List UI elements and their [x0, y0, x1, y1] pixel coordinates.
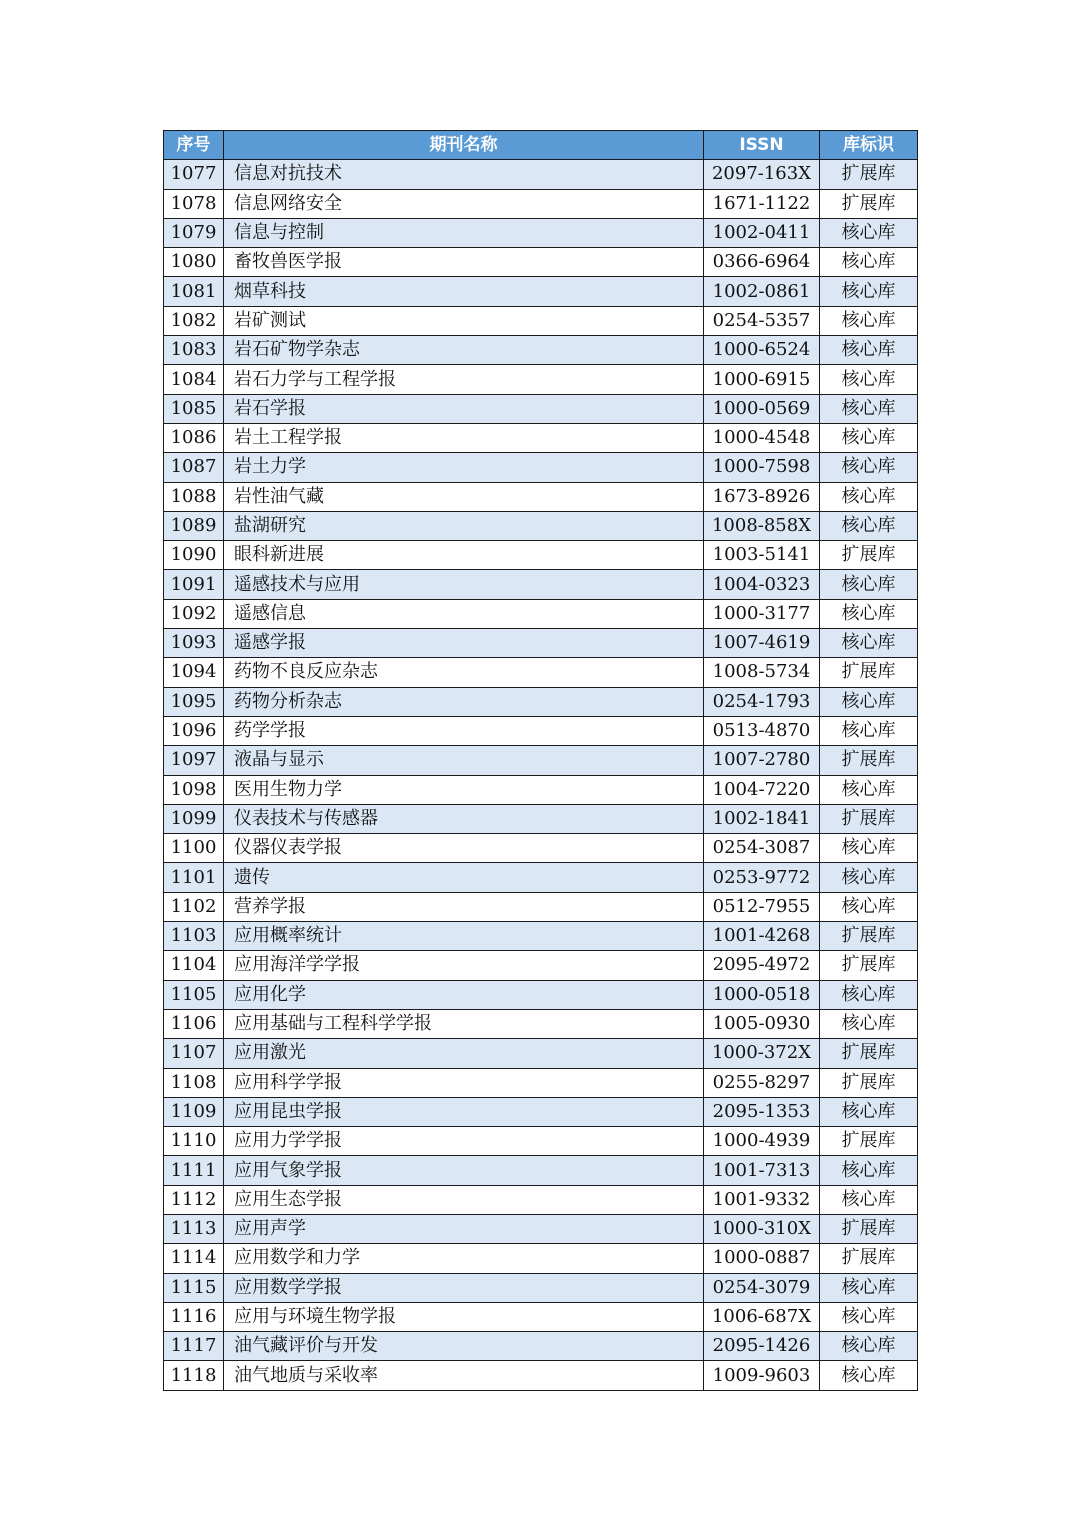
cell-serial-no: 1083 — [164, 336, 224, 365]
table-row — [164, 511, 918, 540]
cell-library-tag: 核心库 — [820, 482, 918, 511]
cell-issn: 1007-2780 — [704, 746, 820, 775]
cell-journal-name: 信息对抗技术 — [224, 160, 704, 189]
table-row — [164, 687, 918, 716]
cell-library-tag: 核心库 — [820, 892, 918, 921]
cell-issn: 1000-310X — [704, 1214, 820, 1243]
cell-journal-name: 岩土工程学报 — [224, 423, 704, 452]
cell-journal-name: 药学学报 — [224, 716, 704, 745]
table-row — [164, 423, 918, 452]
cell-serial-no: 1080 — [164, 248, 224, 277]
table-row — [164, 1361, 918, 1390]
cell-issn: 0254-5357 — [704, 306, 820, 335]
cell-journal-name: 烟草科技 — [224, 277, 704, 306]
cell-issn: 1007-4619 — [704, 629, 820, 658]
cell-issn: 1000-6915 — [704, 365, 820, 394]
cell-journal-name: 应用数学学报 — [224, 1273, 704, 1302]
cell-serial-no: 1102 — [164, 892, 224, 921]
cell-journal-name: 应用数学和力学 — [224, 1244, 704, 1273]
cell-library-tag: 核心库 — [820, 365, 918, 394]
cell-journal-name: 应用声学 — [224, 1214, 704, 1243]
cell-serial-no: 1111 — [164, 1156, 224, 1185]
cell-journal-name: 岩石学报 — [224, 394, 704, 423]
cell-library-tag: 核心库 — [820, 1097, 918, 1126]
table-row — [164, 453, 918, 482]
cell-journal-name: 盐湖研究 — [224, 511, 704, 540]
header-journal-name: 期刊名称 — [224, 131, 704, 160]
table-row — [164, 1273, 918, 1302]
table-row — [164, 189, 918, 218]
cell-issn: 1002-0861 — [704, 277, 820, 306]
header-issn: ISSN — [704, 131, 820, 160]
cell-library-tag: 核心库 — [820, 775, 918, 804]
cell-issn: 1673-8926 — [704, 482, 820, 511]
cell-journal-name: 应用海洋学学报 — [224, 951, 704, 980]
cell-journal-name: 应用概率统计 — [224, 922, 704, 951]
cell-issn: 2097-163X — [704, 160, 820, 189]
cell-library-tag: 核心库 — [820, 511, 918, 540]
cell-issn: 1671-1122 — [704, 189, 820, 218]
cell-issn: 1000-4548 — [704, 423, 820, 452]
cell-library-tag: 核心库 — [820, 336, 918, 365]
cell-library-tag: 扩展库 — [820, 922, 918, 951]
cell-serial-no: 1085 — [164, 394, 224, 423]
table-row — [164, 248, 918, 277]
table-row — [164, 863, 918, 892]
cell-journal-name: 信息网络安全 — [224, 189, 704, 218]
cell-library-tag: 核心库 — [820, 599, 918, 628]
cell-journal-name: 遥感技术与应用 — [224, 570, 704, 599]
cell-library-tag: 核心库 — [820, 1273, 918, 1302]
cell-issn: 2095-1353 — [704, 1097, 820, 1126]
cell-serial-no: 1084 — [164, 365, 224, 394]
table-row — [164, 716, 918, 745]
cell-serial-no: 1115 — [164, 1273, 224, 1302]
table-row — [164, 1185, 918, 1214]
cell-journal-name: 眼科新进展 — [224, 541, 704, 570]
cell-issn: 0254-3079 — [704, 1273, 820, 1302]
cell-issn: 0512-7955 — [704, 892, 820, 921]
cell-issn: 0513-4870 — [704, 716, 820, 745]
cell-serial-no: 1092 — [164, 599, 224, 628]
table-header-row — [164, 131, 918, 160]
cell-serial-no: 1097 — [164, 746, 224, 775]
table-row — [164, 804, 918, 833]
cell-library-tag: 扩展库 — [820, 189, 918, 218]
table-row — [164, 1156, 918, 1185]
cell-journal-name: 应用科学学报 — [224, 1068, 704, 1097]
cell-serial-no: 1082 — [164, 306, 224, 335]
cell-issn: 1002-1841 — [704, 804, 820, 833]
cell-issn: 1004-0323 — [704, 570, 820, 599]
cell-library-tag: 扩展库 — [820, 1214, 918, 1243]
cell-journal-name: 医用生物力学 — [224, 775, 704, 804]
cell-library-tag: 核心库 — [820, 1361, 918, 1390]
table-row — [164, 658, 918, 687]
cell-issn: 1000-7598 — [704, 453, 820, 482]
cell-issn: 1005-0930 — [704, 1009, 820, 1038]
cell-journal-name: 仪表技术与传感器 — [224, 804, 704, 833]
cell-issn: 2095-4972 — [704, 951, 820, 980]
cell-library-tag: 核心库 — [820, 1185, 918, 1214]
cell-library-tag: 核心库 — [820, 394, 918, 423]
cell-journal-name: 应用昆虫学报 — [224, 1097, 704, 1126]
cell-serial-no: 1088 — [164, 482, 224, 511]
cell-library-tag: 扩展库 — [820, 746, 918, 775]
table-row — [164, 629, 918, 658]
cell-library-tag: 核心库 — [820, 1332, 918, 1361]
table-row — [164, 599, 918, 628]
cell-journal-name: 营养学报 — [224, 892, 704, 921]
table-row — [164, 1068, 918, 1097]
cell-issn: 1000-0887 — [704, 1244, 820, 1273]
table-row — [164, 1214, 918, 1243]
cell-serial-no: 1104 — [164, 951, 224, 980]
cell-journal-name: 药物分析杂志 — [224, 687, 704, 716]
cell-journal-name: 液晶与显示 — [224, 746, 704, 775]
cell-library-tag: 核心库 — [820, 863, 918, 892]
cell-issn: 1008-858X — [704, 511, 820, 540]
cell-library-tag: 核心库 — [820, 980, 918, 1009]
cell-library-tag: 核心库 — [820, 453, 918, 482]
cell-issn: 1000-0569 — [704, 394, 820, 423]
cell-journal-name: 药物不良反应杂志 — [224, 658, 704, 687]
cell-serial-no: 1093 — [164, 629, 224, 658]
cell-journal-name: 仪器仪表学报 — [224, 834, 704, 863]
cell-library-tag: 核心库 — [820, 1156, 918, 1185]
table-row — [164, 1244, 918, 1273]
cell-issn: 1009-9603 — [704, 1361, 820, 1390]
cell-library-tag: 核心库 — [820, 570, 918, 599]
cell-serial-no: 1110 — [164, 1127, 224, 1156]
cell-journal-name: 油气藏评价与开发 — [224, 1332, 704, 1361]
cell-library-tag: 核心库 — [820, 248, 918, 277]
cell-serial-no: 1090 — [164, 541, 224, 570]
cell-issn: 0255-8297 — [704, 1068, 820, 1097]
cell-library-tag: 核心库 — [820, 716, 918, 745]
cell-journal-name: 应用激光 — [224, 1039, 704, 1068]
table-body — [164, 160, 918, 1390]
table-row — [164, 394, 918, 423]
cell-journal-name: 应用化学 — [224, 980, 704, 1009]
table-row — [164, 365, 918, 394]
cell-issn: 1001-4268 — [704, 922, 820, 951]
cell-journal-name: 岩矿测试 — [224, 306, 704, 335]
journal-table — [163, 130, 918, 1391]
cell-serial-no: 1107 — [164, 1039, 224, 1068]
cell-serial-no: 1094 — [164, 658, 224, 687]
cell-library-tag: 核心库 — [820, 834, 918, 863]
cell-journal-name: 遥感学报 — [224, 629, 704, 658]
cell-serial-no: 1101 — [164, 863, 224, 892]
table-row — [164, 218, 918, 247]
cell-journal-name: 岩石矿物学杂志 — [224, 336, 704, 365]
cell-issn: 1001-9332 — [704, 1185, 820, 1214]
cell-serial-no: 1086 — [164, 423, 224, 452]
cell-journal-name: 畜牧兽医学报 — [224, 248, 704, 277]
cell-issn: 0254-3087 — [704, 834, 820, 863]
cell-issn: 1003-5141 — [704, 541, 820, 570]
cell-serial-no: 1116 — [164, 1302, 224, 1331]
table-row — [164, 775, 918, 804]
cell-serial-no: 1105 — [164, 980, 224, 1009]
table-row — [164, 892, 918, 921]
cell-issn: 2095-1426 — [704, 1332, 820, 1361]
table-row — [164, 277, 918, 306]
table-row — [164, 834, 918, 863]
cell-serial-no: 1077 — [164, 160, 224, 189]
table-row — [164, 541, 918, 570]
table-row — [164, 922, 918, 951]
cell-serial-no: 1081 — [164, 277, 224, 306]
cell-serial-no: 1079 — [164, 218, 224, 247]
cell-serial-no: 1109 — [164, 1097, 224, 1126]
cell-serial-no: 1112 — [164, 1185, 224, 1214]
cell-library-tag: 核心库 — [820, 687, 918, 716]
table-row — [164, 570, 918, 599]
cell-serial-no: 1099 — [164, 804, 224, 833]
cell-issn: 1000-4939 — [704, 1127, 820, 1156]
table-row — [164, 980, 918, 1009]
cell-journal-name: 信息与控制 — [224, 218, 704, 247]
cell-issn: 1004-7220 — [704, 775, 820, 804]
cell-issn: 1001-7313 — [704, 1156, 820, 1185]
cell-journal-name: 遥感信息 — [224, 599, 704, 628]
cell-issn: 1002-0411 — [704, 218, 820, 247]
cell-journal-name: 应用与环境生物学报 — [224, 1302, 704, 1331]
cell-serial-no: 1098 — [164, 775, 224, 804]
cell-issn: 1000-372X — [704, 1039, 820, 1068]
cell-library-tag: 扩展库 — [820, 951, 918, 980]
cell-library-tag: 核心库 — [820, 1302, 918, 1331]
table-row — [164, 1127, 918, 1156]
cell-issn: 1000-3177 — [704, 599, 820, 628]
cell-serial-no: 1087 — [164, 453, 224, 482]
cell-serial-no: 1114 — [164, 1244, 224, 1273]
table-row — [164, 1039, 918, 1068]
cell-issn: 1000-0518 — [704, 980, 820, 1009]
cell-library-tag: 扩展库 — [820, 1039, 918, 1068]
cell-journal-name: 遗传 — [224, 863, 704, 892]
cell-library-tag: 扩展库 — [820, 1244, 918, 1273]
cell-library-tag: 扩展库 — [820, 658, 918, 687]
cell-library-tag: 扩展库 — [820, 1127, 918, 1156]
cell-serial-no: 1096 — [164, 716, 224, 745]
table-row — [164, 951, 918, 980]
cell-library-tag: 核心库 — [820, 218, 918, 247]
table-row — [164, 1332, 918, 1361]
cell-journal-name: 岩石力学与工程学报 — [224, 365, 704, 394]
cell-serial-no: 1117 — [164, 1332, 224, 1361]
table-row — [164, 160, 918, 189]
cell-journal-name: 油气地质与采收率 — [224, 1361, 704, 1390]
cell-serial-no: 1078 — [164, 189, 224, 218]
cell-journal-name: 应用力学学报 — [224, 1127, 704, 1156]
table-row — [164, 306, 918, 335]
cell-library-tag: 核心库 — [820, 1009, 918, 1038]
cell-journal-name: 应用基础与工程科学学报 — [224, 1009, 704, 1038]
cell-library-tag: 扩展库 — [820, 804, 918, 833]
header-serial-no: 序号 — [164, 131, 224, 160]
table-row — [164, 336, 918, 365]
cell-issn: 1000-6524 — [704, 336, 820, 365]
cell-serial-no: 1108 — [164, 1068, 224, 1097]
table-row — [164, 746, 918, 775]
cell-journal-name: 岩性油气藏 — [224, 482, 704, 511]
table-row — [164, 1009, 918, 1038]
cell-serial-no: 1118 — [164, 1361, 224, 1390]
cell-journal-name: 应用气象学报 — [224, 1156, 704, 1185]
cell-issn: 1006-687X — [704, 1302, 820, 1331]
table-row — [164, 1302, 918, 1331]
cell-issn: 0253-9772 — [704, 863, 820, 892]
cell-library-tag: 核心库 — [820, 277, 918, 306]
cell-serial-no: 1091 — [164, 570, 224, 599]
cell-issn: 0254-1793 — [704, 687, 820, 716]
cell-serial-no: 1106 — [164, 1009, 224, 1038]
cell-serial-no: 1113 — [164, 1214, 224, 1243]
table-row — [164, 482, 918, 511]
cell-library-tag: 核心库 — [820, 306, 918, 335]
cell-library-tag: 扩展库 — [820, 541, 918, 570]
cell-journal-name: 岩土力学 — [224, 453, 704, 482]
cell-serial-no: 1089 — [164, 511, 224, 540]
cell-library-tag: 核心库 — [820, 423, 918, 452]
header-library-tag: 库标识 — [820, 131, 918, 160]
cell-serial-no: 1103 — [164, 922, 224, 951]
cell-journal-name: 应用生态学报 — [224, 1185, 704, 1214]
cell-serial-no: 1095 — [164, 687, 224, 716]
cell-library-tag: 扩展库 — [820, 1068, 918, 1097]
cell-library-tag: 核心库 — [820, 629, 918, 658]
cell-library-tag: 扩展库 — [820, 160, 918, 189]
cell-issn: 0366-6964 — [704, 248, 820, 277]
cell-serial-no: 1100 — [164, 834, 224, 863]
cell-issn: 1008-5734 — [704, 658, 820, 687]
table-row — [164, 1097, 918, 1126]
